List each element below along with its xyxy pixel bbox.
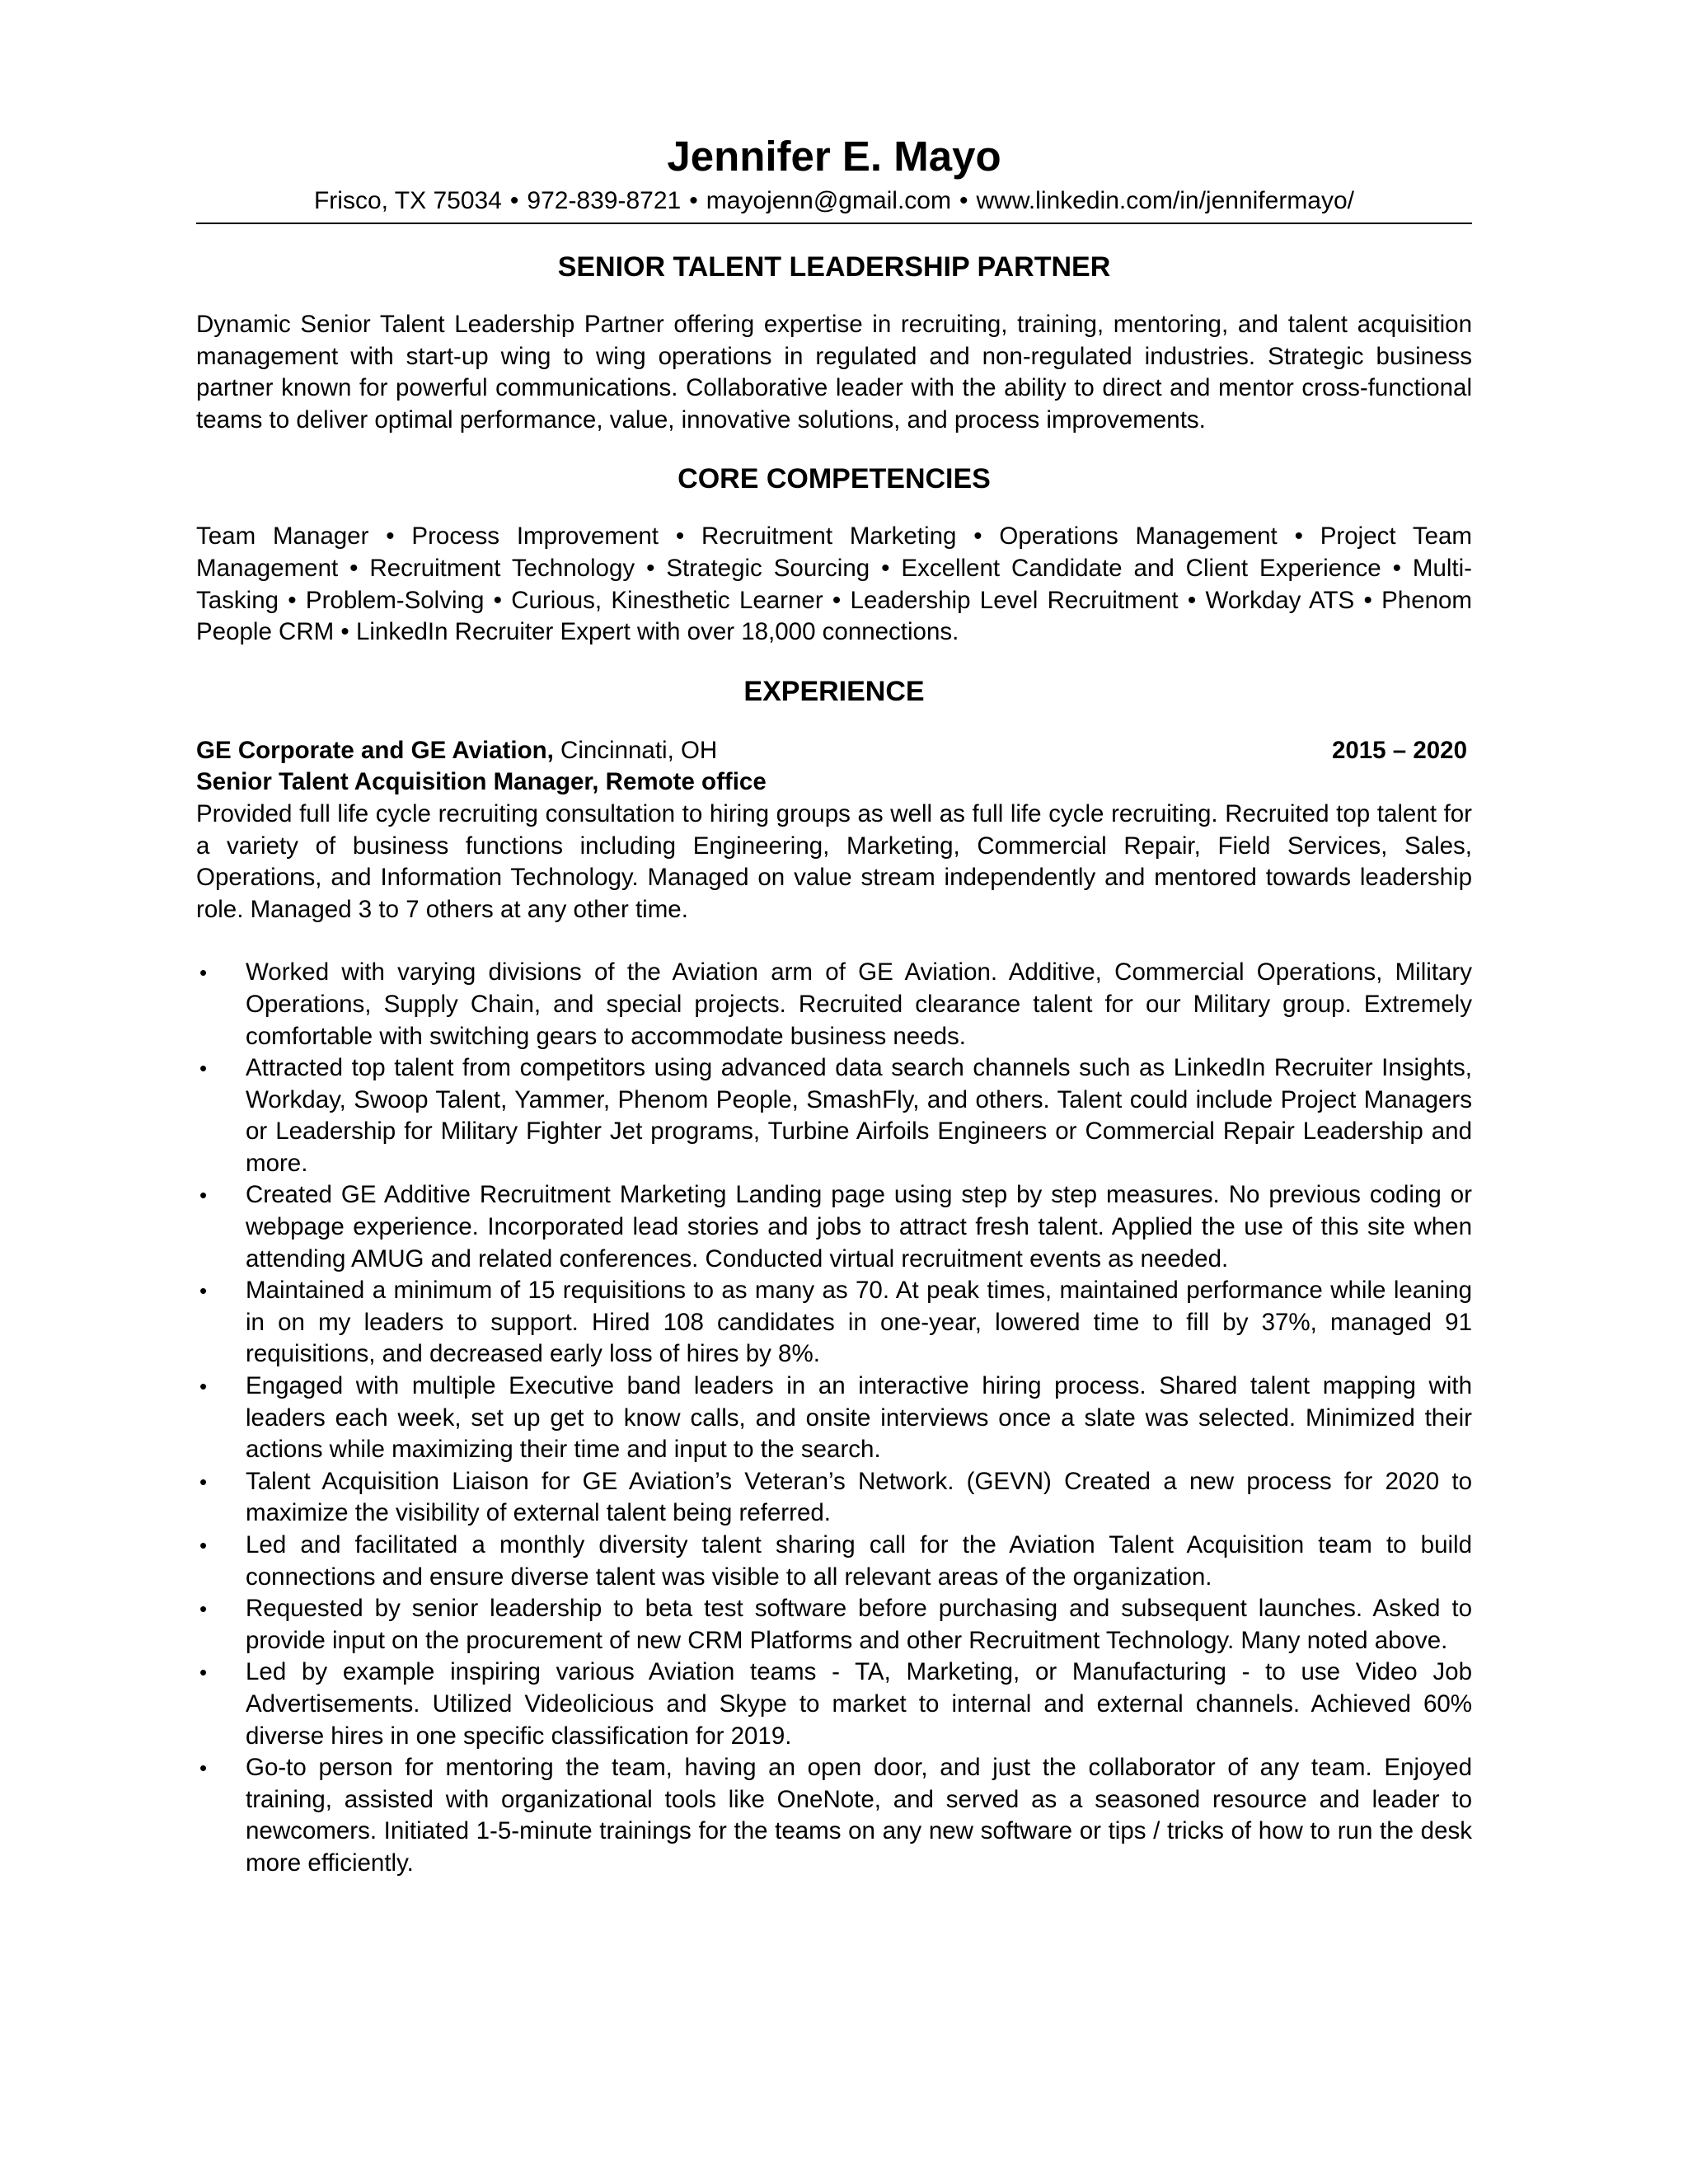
role-title: SENIOR TALENT LEADERSHIP PARTNER [557,251,1111,283]
job-employer-line [196,735,717,767]
job-bullet-text: Maintained a minimum of 15 requisitions to as many as 70. At peak times, maintained performance while leaning in on my leaders to support. Hired 108 candidates in one-year, lowered time to fill by 37%, managed 91 requisitions, and decreased early loss of hires by 8%. [246,1277,1472,1368]
bullet-icon: • [199,960,208,986]
job-bullet-text: Led and facilitated a monthly diversity talent sharing call for the Aviation Talent Acquisition team to build connections and ensure diverse talent was visible to all relevant areas of the organization. [246,1531,1472,1591]
job-bullet-text: Worked with varying divisions of the Aviation arm of GE Aviation. Additive, Commercial Operations, Military Operations, Supply Chain, and special projects. Recruited clearance talent for our Military group. Extremely comfortable with switching gears to accommodate business needs. [246,958,1472,1050]
job-bullet-list [196,957,1472,1879]
job-bullet-text: Created GE Additive Recruitment Marketing Landing page using step by step measures. No previous coding or webpage experience. Incorporated lead stories and jobs to attract fresh talent. Applied the use of this site when attending AMUG and related conferences. Conducted virtual recruitment events as needed. [246,1181,1472,1272]
job-bullet [196,1371,1472,1466]
job-entry [196,735,1472,1880]
bullet-icon: • [199,1533,208,1558]
job-bullet [196,1179,1472,1275]
job-bullet [196,1052,1472,1179]
job-bullet [196,1530,1472,1593]
job-bullet-text: Attracted top talent from competitors using advanced data search channels such as LinkedIn Recruiter Insights, Workday, Swoop Talent, Yammer, Phenom People, SmashFly, and others. Talent could include Project Managers or Leadership for Military Fighter Jet programs, Turbine Airfoils Engineers or Commercial Repair Leadership and more. [246,1054,1472,1177]
summary-paragraph: Dynamic Senior Talent Leadership Partner offering expertise in recruiting, training, mentoring, and talent acquisition management with start-up wing to wing operations in regulated and non-regulated industries. Strategic business partner known for powerful communications. Collaborative leader with the ability to direct and mentor cross-functional teams to deliver optimal performance, value, innovative solutions, and process improvements. [196,311,1472,434]
contact-line [196,185,1472,224]
bullet-icon: • [199,1469,208,1494]
experience-heading: EXPERIENCE [743,675,925,707]
job-bullet [196,1752,1472,1879]
candidate-name: Jennifer E. Mayo [667,133,1001,180]
contact-email[interactable]: mayojenn@gmail.com [706,187,951,214]
job-bullet-text: Go-to person for mentoring the team, having an open door, and just the collaborator of any team. Enjoyed training, assisted with organizational tools like OneNote, and served as a seasoned resource and leader to newcomers. Initiated 1-5-minute trainings for the teams on any new software or tips / tricks of how to run the desk more efficiently. [246,1754,1472,1877]
contact-phone: 972-839-8721 [527,187,682,214]
bullet-icon: • [199,1755,208,1781]
bullet-icon: • [199,1596,208,1622]
job-bullet-text: Talent Acquisition Liaison for GE Aviation’s Veteran’s Network. (GEVN) Created a new process for 2020 to maximize the visibility of external talent being referred. [246,1467,1472,1527]
job-bullet [196,957,1472,1052]
job-bullet [196,1593,1472,1657]
contact-separator: • [689,187,698,214]
job-bullet [196,1657,1472,1752]
bullet-icon: • [199,1374,208,1399]
job-bullet [196,1466,1472,1530]
contact-location: Frisco, TX 75034 [313,187,502,214]
job-header [196,735,1472,767]
contact-separator: • [959,187,968,214]
job-title: Senior Talent Acquisition Manager, Remote office [196,768,767,796]
contact-separator: • [509,187,519,214]
core-competencies-heading: CORE COMPETENCIES [678,463,991,495]
bullet-icon: • [199,1660,208,1685]
job-bullet-text: Led by example inspiring various Aviation teams - TA, Marketing, or Manufacturing - to use Video Job Advertisements. Utilized Videolicious and Skype to market to internal and external channels. Achieved 60% diverse hires in one specific classification for 2019. [246,1658,1472,1750]
bullet-icon: • [199,1278,208,1304]
resume-page [196,132,1472,1880]
job-bullet-text: Engaged with multiple Executive band leaders in an interactive hiring process. Shared talent mapping with leaders each week, set up get to know calls, and onsite interviews once a slate was selected. Minimized their actions while maximizing their time and input to the search. [246,1372,1472,1464]
contact-linkedin[interactable]: www.linkedin.com/in/jennifermayo/ [976,187,1355,214]
job-bullet-text: Requested by senior leadership to beta test software before purchasing and subsequent launches. Asked to provide input on the procurement of new CRM Platforms and other Recruitment Technology. Many noted above. [246,1595,1472,1654]
job-employer: GE Corporate and GE Aviation, [196,736,554,764]
job-bullet [196,1275,1472,1371]
job-location: Cincinnati, OH [560,736,718,764]
bullet-icon: • [199,1056,208,1081]
job-description: Provided full life cycle recruiting consultation to hiring groups as well as full life cycle recruiting. Recruited top talent for a variety of business functions including Engineering, Marketing, Commercial Repair, Field Services, Sales, Operations, and Information Technology. Managed on value stream independently and mentored towards leadership role. Managed 3 to 7 others at any other time. [196,799,1472,923]
job-dates: 2015 – 2020 [1331,736,1467,764]
core-competencies-text: Team Manager • Process Improvement • Recruitment Marketing • Operations Management • Project Team Management • Recruitment Technology • Strategic Sourcing • Excellent Candidate and Client Experience • Multi-Tasking • Problem-Solving • Curious, Kinesthetic Learner • Leadership Level Recruitment • Workday ATS • Phenom People CRM • LinkedIn Recruiter Expert with over 18,000 connections. [196,523,1472,646]
bullet-icon: • [199,1183,208,1208]
